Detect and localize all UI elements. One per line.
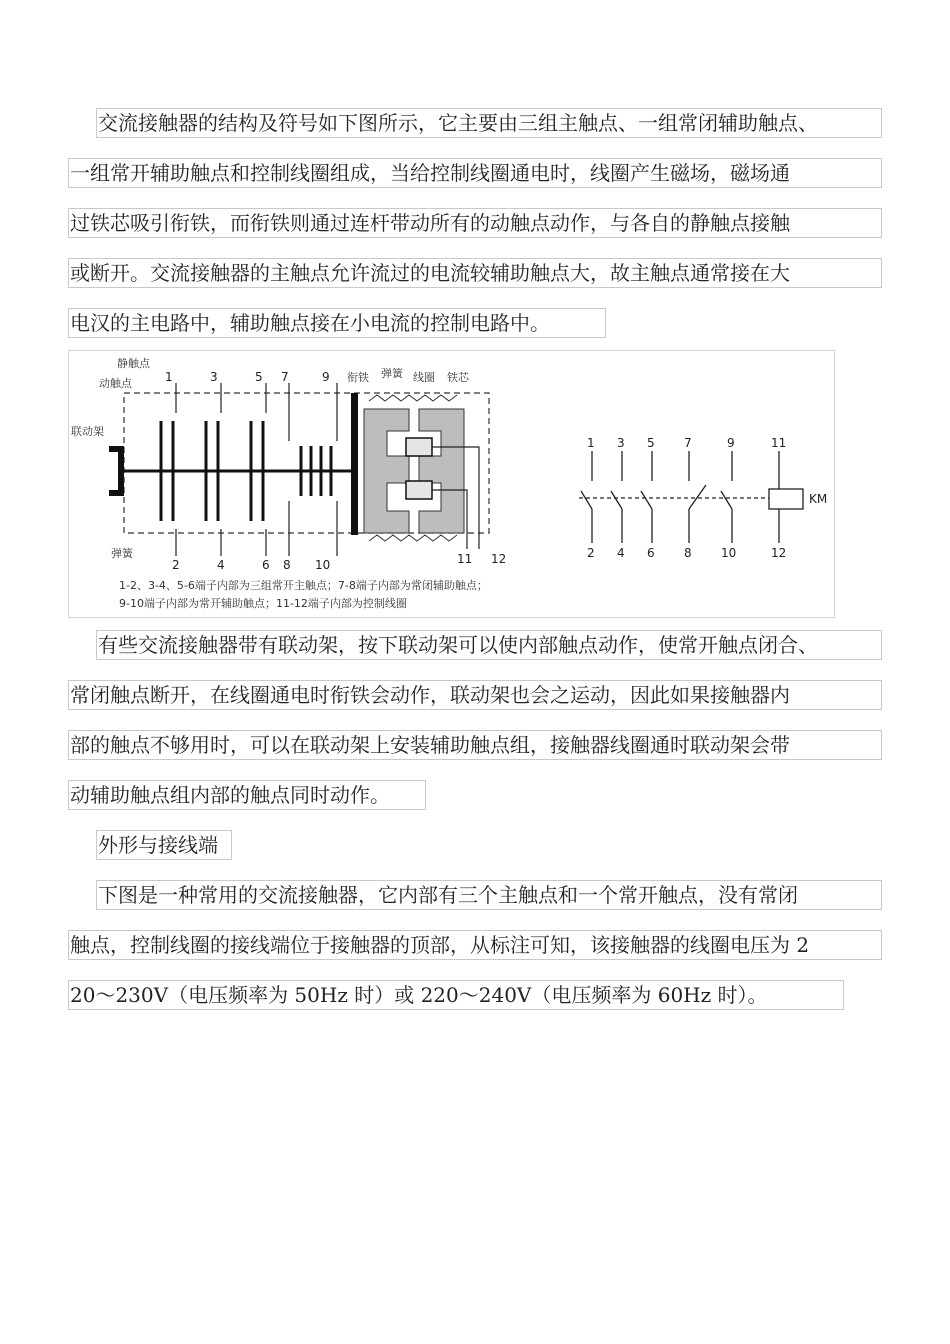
- text-line: 电汉的主电路中，辅助触点接在小电流的控制电路中。: [68, 308, 606, 338]
- label-spring-top: 弹簧: [381, 367, 403, 380]
- diagram-caption-2: 9-10端子内部为常开辅助触点；11-12端子内部为控制线圈: [119, 597, 407, 610]
- linkage-bracket: [109, 449, 121, 493]
- terminal-label: 3: [210, 370, 218, 384]
- contactor-diagram: [68, 350, 835, 618]
- paragraph-3: [68, 880, 882, 1030]
- section-heading: [68, 830, 882, 880]
- terminal-label: 8: [283, 558, 291, 572]
- contactor-structure-svg: [69, 351, 834, 617]
- terminal-label: 10: [315, 558, 331, 572]
- terminal-label: 5: [255, 370, 263, 384]
- text-line: 常闭触点断开，在线圈通电时衔铁会动作，联动架也会之运动，因此如果接触器内: [68, 680, 882, 710]
- text-line: 一组常开辅助触点和控制线圈组成，当给控制线圈通电时，线圈产生磁场，磁场通: [68, 158, 882, 188]
- symbol-label: 4: [617, 546, 625, 560]
- terminal-label: 2: [172, 558, 180, 572]
- heading-text: 外形与接线端: [96, 830, 232, 860]
- contactor-symbol: [579, 451, 803, 543]
- terminal-label: 6: [262, 558, 270, 572]
- terminal-label: 1: [165, 370, 173, 384]
- terminal-label: 7: [281, 370, 289, 384]
- symbol-label: 9: [727, 436, 735, 450]
- symbol-label: 1: [587, 436, 595, 450]
- coil-upper: [406, 438, 432, 456]
- coil-lower: [406, 481, 432, 499]
- label-static-contact: 静触点: [117, 357, 150, 370]
- terminal-label: 4: [217, 558, 225, 572]
- symbol-label: 3: [617, 436, 625, 450]
- text-line: 或断开。交流接触器的主触点允许流过的电流较辅助触点大，故主触点通常接在大: [68, 258, 882, 288]
- spring-bottom: [369, 535, 457, 541]
- iron-core: [419, 409, 464, 533]
- text-line: 部的触点不够用时，可以在联动架上安装辅助触点组，接触器线圈通时联动架会带: [68, 730, 882, 760]
- text-line: 下图是一种常用的交流接触器，它内部有三个主触点和一个常开触点，没有常闭: [96, 880, 882, 910]
- symbol-label: 12: [771, 546, 787, 560]
- text-line: 20～230V（电压频率为 50Hz 时）或 220～240V（电压频率为 60Hz 时）。: [68, 980, 844, 1010]
- label-coil: 线圈: [413, 371, 435, 384]
- symbol-label: 8: [684, 546, 692, 560]
- symbol-label: 7: [684, 436, 692, 450]
- text-line: 动辅助触点组内部的触点同时动作。: [68, 780, 426, 810]
- symbol-label: 11: [771, 436, 787, 450]
- label-armature: 衔铁: [347, 371, 369, 384]
- armature-core: [364, 409, 409, 533]
- paragraph-1: [68, 108, 882, 358]
- text-line: 交流接触器的结构及符号如下图所示，它主要由三组主触点、一组常闭辅助触点、: [96, 108, 882, 138]
- terminal-label: 12: [491, 552, 507, 566]
- symbol-coil-label: KM: [809, 492, 828, 506]
- label-moving-contact: 动触点: [99, 377, 132, 390]
- spring-top: [369, 395, 457, 401]
- label-linkage: 联动架: [71, 425, 104, 438]
- bottom-terminal-wires: [176, 501, 337, 556]
- symbol-label: 10: [721, 546, 737, 560]
- armature-bar: [351, 393, 358, 535]
- symbol-label: 6: [647, 546, 655, 560]
- terminal-label: 9: [322, 370, 330, 384]
- text-line: 过铁芯吸引衔铁，而衔铁则通过连杆带动所有的动触点动作，与各自的静触点接触: [68, 208, 882, 238]
- text-line: 有些交流接触器带有联动架，按下联动架可以使内部触点动作，使常开触点闭合、: [96, 630, 882, 660]
- diagram-caption-1: 1-2、3-4、5-6端子内部为三组常开主触点；7-8端子内部为常闭辅助触点；: [119, 579, 488, 592]
- symbol-label: 5: [647, 436, 655, 450]
- top-terminal-wires: [176, 383, 337, 441]
- symbol-label: 2: [587, 546, 595, 560]
- text-line: 触点，控制线圈的接线端位于接触器的顶部，从标注可知，该接触器的线圈电压为 2: [68, 930, 882, 960]
- label-spring: 弹簧: [111, 547, 133, 560]
- paragraph-2: [68, 630, 882, 830]
- label-core: 铁芯: [447, 371, 469, 384]
- terminal-label: 11: [457, 552, 473, 566]
